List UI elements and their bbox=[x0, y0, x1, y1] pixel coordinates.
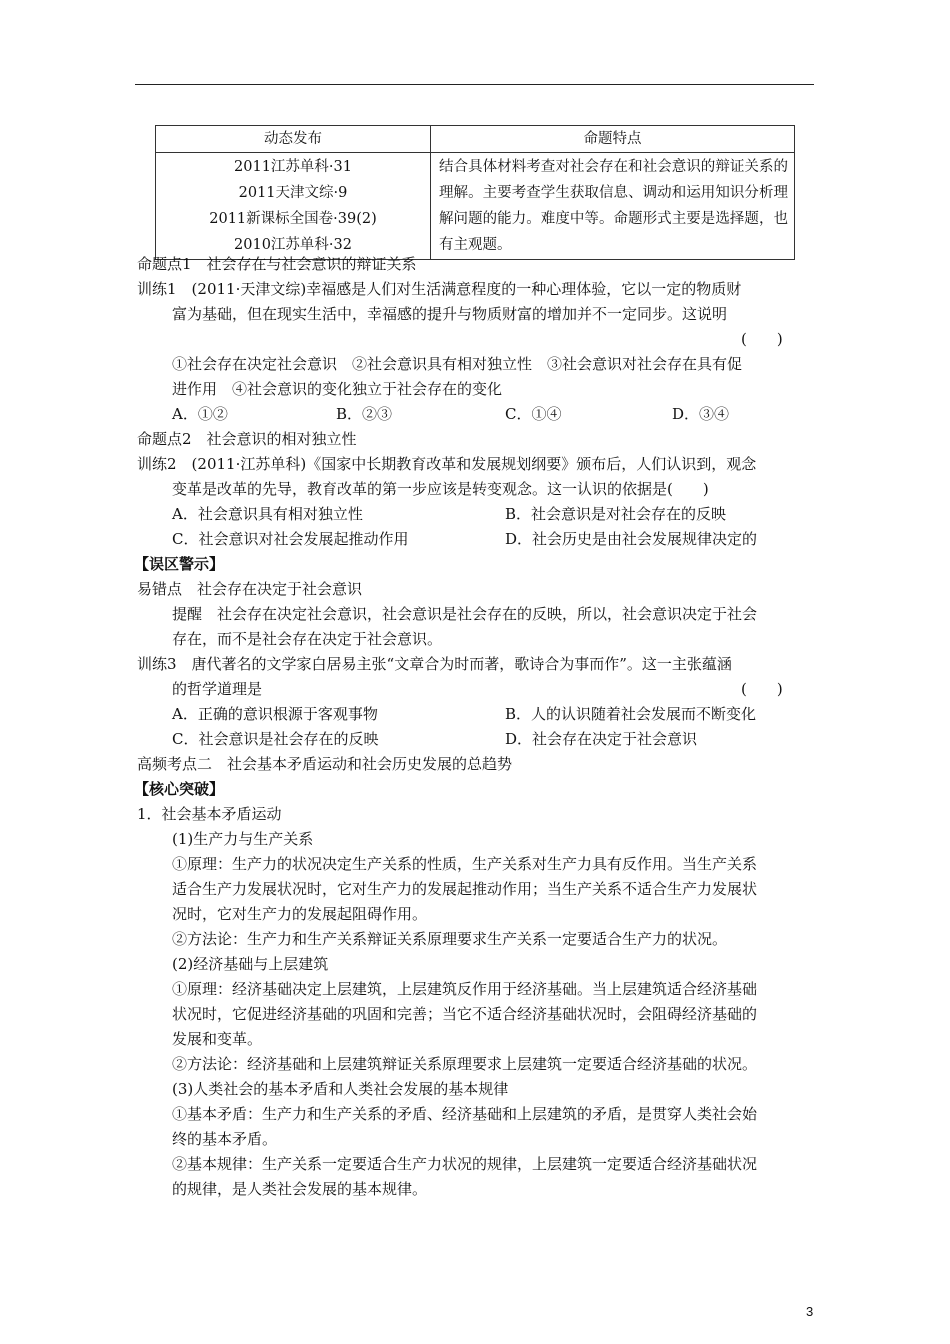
section-heading-core: 【核心突破】 bbox=[134, 780, 225, 798]
q2-option-b: B．社会意识是对社会存在的反映 bbox=[505, 505, 727, 523]
q1-option-d: D．③④ bbox=[672, 405, 730, 423]
key-topic-2: 高频考点二 社会基本矛盾运动和社会历史发展的总趋势 bbox=[137, 755, 513, 773]
paragraph-line: ①基本矛盾：生产力和生产关系的矛盾、经济基础和上层建筑的矛盾，是贯穿人类社会始 bbox=[172, 1105, 758, 1123]
exercise-2-stem: 训练2 (2011·江苏单科)《国家中长期教育改革和发展规划纲要》颁布后，人们认识到，观念 bbox=[137, 455, 757, 473]
q2-option-d: D．社会历史是由社会发展规律决定的 bbox=[505, 530, 758, 548]
q3-option-c: C．社会意识是社会存在的反映 bbox=[172, 730, 379, 748]
release-item: 2010江苏单科·32 bbox=[234, 237, 352, 253]
release-list bbox=[156, 153, 431, 260]
q1-option-c: C．①④ bbox=[505, 405, 562, 423]
answer-blank-1: ( ) bbox=[741, 330, 783, 348]
release-item: 2011新课标全国卷·39(2) bbox=[209, 211, 377, 227]
subheading-2: (2)经济基础与上层建筑 bbox=[172, 955, 329, 973]
subheading-1: (1)生产力与生产关系 bbox=[172, 830, 314, 848]
paragraph-line: ②方法论：生产力和生产关系辩证关系原理要求生产关系一定要适合生产力的状况。 bbox=[172, 930, 728, 948]
paragraph-line: 状况时，它促进经济基础的巩固和完善；当它不适合经济基础状况时，会阻碍经济基础的 bbox=[172, 1005, 758, 1023]
q2-option-c: C．社会意识对社会发展起推动作用 bbox=[172, 530, 409, 548]
paragraph-line: ①原理：经济基础决定上层建筑，上层建筑反作用于经济基础。当上层建筑适合经济基础 bbox=[172, 980, 758, 998]
paragraph-line: 终的基本矛盾。 bbox=[172, 1130, 278, 1148]
heading-basic-contradiction: 1．社会基本矛盾运动 bbox=[137, 805, 282, 823]
features-text: 结合具体材料考查对社会存在和社会意识的辩证关系的理解。主要考查学生获取信息、调动和运用知识分析理解问题的能力。难度中等。命题形式主要是选择题，也有主观题。 bbox=[431, 153, 795, 260]
subheading-3: (3)人类社会的基本矛盾和人类社会发展的基本规律 bbox=[172, 1080, 509, 1098]
table-header-release: 动态发布 bbox=[156, 126, 431, 153]
reminder-text: 提醒 社会存在决定社会意识，社会意识是社会存在的反映，所以，社会意识决定于社会 bbox=[172, 605, 758, 623]
q3-option-a: A．正确的意识根源于客观事物 bbox=[172, 705, 378, 723]
reminder-text-cont: 存在，而不是社会存在决定于社会意识。 bbox=[172, 630, 443, 648]
paragraph-line: ②基本规律：生产关系一定要适合生产力状况的规律，上层建筑一定要适合经济基础状况 bbox=[172, 1155, 758, 1173]
section-heading-misconception: 【误区警示】 bbox=[134, 555, 225, 573]
q1-option-b: B．②③ bbox=[336, 405, 393, 423]
paragraph-line: 的规律，是人类社会发展的基本规律。 bbox=[172, 1180, 428, 1198]
exercise-1-statements-cont: 进作用 ④社会意识的变化独立于社会存在的变化 bbox=[172, 380, 503, 398]
paragraph-line: ②方法论：经济基础和上层建筑辩证关系原理要求上层建筑一定要适合经济基础的状况。 bbox=[172, 1055, 758, 1073]
exercise-1-stem: 训练1 (2011·天津文综)幸福感是人们对生活满意程度的一种心理体验，它以一定的物质财 bbox=[137, 280, 742, 298]
paragraph-line: ①原理：生产力的状况决定生产关系的性质，生产关系对生产力具有反作用。当生产关系 bbox=[172, 855, 758, 873]
paragraph-line: 适合生产力发展状况时，它对生产力的发展起推动作用；当生产关系不适合生产力发展状 bbox=[172, 880, 758, 898]
exercise-3-stem-cont: 的哲学道理是 bbox=[172, 680, 263, 698]
answer-blank-3: ( ) bbox=[741, 680, 783, 698]
q2-option-a: A．社会意识具有相对独立性 bbox=[172, 505, 363, 523]
q1-option-a: A．①② bbox=[172, 405, 228, 423]
exercise-3-stem: 训练3 唐代著名的文学家白居易主张“文章合为时而著，歌诗合为事而作”。这一主张蕴涵 bbox=[137, 655, 732, 673]
exam-info-table bbox=[155, 125, 795, 260]
paragraph-line: 发展和变革。 bbox=[172, 1030, 263, 1048]
paragraph-line: 况时，它对生产力的发展起阻碍作用。 bbox=[172, 905, 428, 923]
header-rule bbox=[135, 84, 814, 85]
q3-option-d: D．社会存在决定于社会意识 bbox=[505, 730, 698, 748]
q3-option-b: B．人的认识随着社会发展而不断变化 bbox=[505, 705, 757, 723]
release-item: 2011天津文综·9 bbox=[238, 185, 348, 201]
topic-point-2: 命题点2 社会意识的相对独立性 bbox=[137, 430, 357, 448]
page-number: 3 bbox=[806, 1304, 814, 1319]
exercise-1-statements: ①社会存在决定社会意识 ②社会意识具有相对独立性 ③社会意识对社会存在具有促 bbox=[172, 355, 743, 373]
release-item: 2011江苏单科·31 bbox=[234, 159, 352, 175]
topic-point-1: 命题点1 社会存在与社会意识的辩证关系 bbox=[137, 255, 417, 273]
exercise-1-stem-cont: 富为基础，但在现实生活中，幸福感的提升与物质财富的增加并不一定同步。这说明 bbox=[172, 305, 728, 323]
table-header-features: 命题特点 bbox=[431, 126, 795, 153]
exercise-2-stem-cont: 变革是改革的先导，教育改革的第一步应该是转变观念。这一认识的依据是( ) bbox=[172, 480, 709, 498]
error-point: 易错点 社会存在决定于社会意识 bbox=[137, 580, 363, 598]
